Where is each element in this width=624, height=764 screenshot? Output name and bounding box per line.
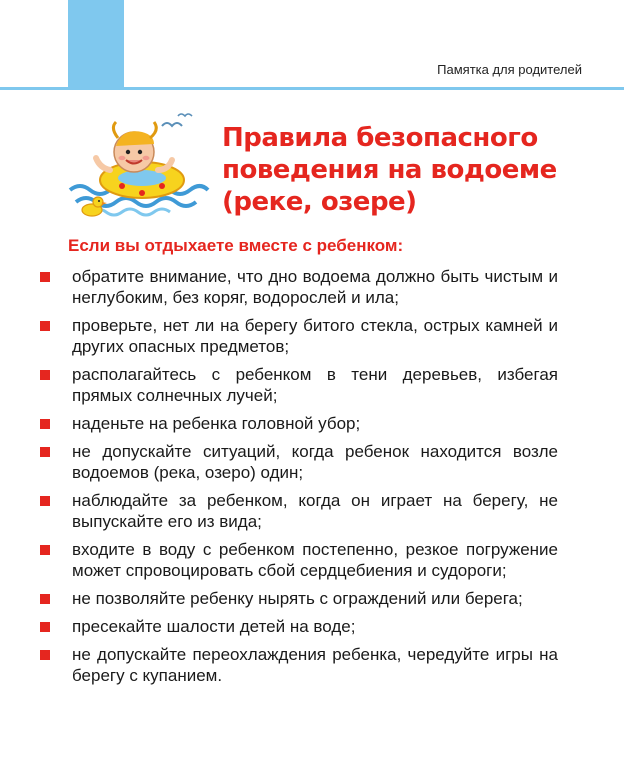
list-item (38, 644, 558, 686)
list-item (38, 364, 558, 406)
bullet-square-icon (40, 496, 50, 506)
bullet-square-icon (40, 370, 50, 380)
rules-list (38, 266, 558, 693)
list-item-text: не допускайте переохлаждения ребенка, чередуйте игры на берегу с купанием. (72, 645, 558, 685)
bullet-square-icon (40, 545, 50, 555)
bullet-square-icon (40, 650, 50, 660)
bullet-square-icon (40, 622, 50, 632)
bullet-square-icon (40, 594, 50, 604)
list-item-text: наденьте на ребенка головной убор; (72, 414, 361, 433)
section-subtitle: Если вы отдыхаете вместе с ребенком: (68, 236, 404, 255)
list-item-text: входите в воду с ребенком постепенно, резкое погружение может спровоцировать сбой сердцебиения и судороги; (72, 540, 558, 580)
list-item (38, 266, 558, 308)
list-item (38, 616, 558, 637)
list-item-text: пресекайте шалости детей на воде; (72, 617, 356, 636)
child-swim-ring-illustration (62, 108, 212, 226)
list-item-text: обратите внимание, что дно водоема должно быть чистым и неглубоким, без коряг, водорослей и ила; (72, 267, 558, 307)
list-item-text: не позволяйте ребенку нырять с ограждений или берега; (72, 589, 523, 608)
bullet-square-icon (40, 419, 50, 429)
list-item-text: располагайтесь с ребенком в тени деревьев, избегая прямых солнечных лучей; (72, 365, 558, 405)
bullet-square-icon (40, 321, 50, 331)
header-divider (0, 87, 624, 90)
bullet-square-icon (40, 447, 50, 457)
page-title: Правила безопасного поведения на водоеме (реке, озере) (222, 123, 557, 217)
list-item (38, 315, 558, 357)
list-item-text: наблюдайте за ребенком, когда он играет на берегу, не выпускайте его из вида; (72, 491, 558, 531)
list-item (38, 441, 558, 483)
list-item-text: не допускайте ситуаций, когда ребенок находится возле водоемов (река, озеро) один; (72, 442, 558, 482)
list-item (38, 588, 558, 609)
list-item (38, 490, 558, 532)
bullet-square-icon (40, 272, 50, 282)
list-item (38, 539, 558, 581)
list-item-text: проверьте, нет ли на берегу битого стекла, острых камней и других опасных предметов; (72, 316, 558, 356)
header-blue-strip (68, 0, 124, 90)
header-label: Памятка для родителей (437, 62, 582, 77)
list-item (38, 413, 558, 434)
